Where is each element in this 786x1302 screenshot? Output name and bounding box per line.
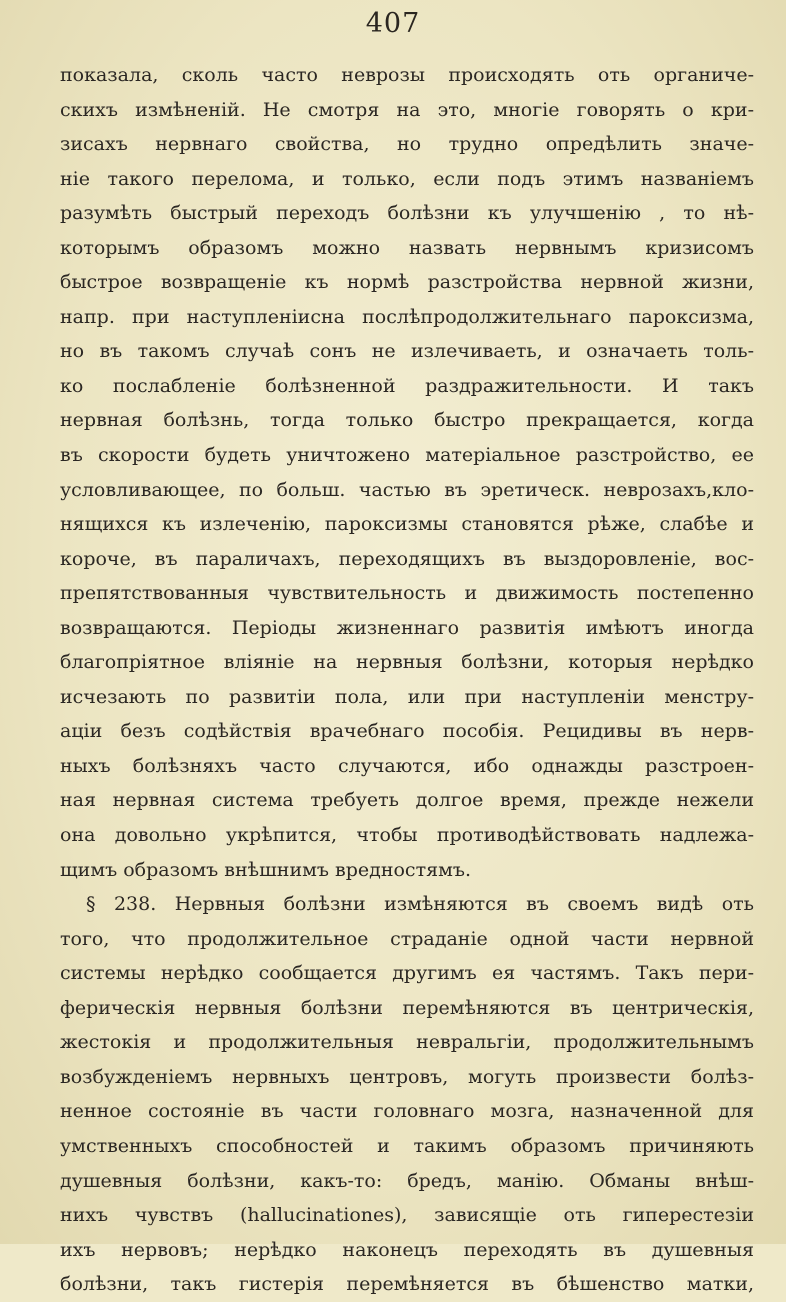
- text-line: возбужденіемъ нервныхъ центровъ, могуть произвести болѣз-: [60, 1065, 754, 1088]
- text-line: исчезають по развитіи пола, или при наступленіи менстру-: [60, 685, 754, 708]
- text-line: ихъ нервовъ; нерѣдко наконецъ переходять въ душевныя: [60, 1238, 754, 1261]
- text-line: системы нерѣдко сообщается другимъ ея частямъ. Такъ пери-: [60, 962, 754, 985]
- text-line: которымъ образомъ можно назвать нервнымъ кризисомъ: [60, 236, 754, 259]
- text-line: жестокія и продолжительныя невральгіи, продолжительнымъ: [60, 1031, 754, 1054]
- text-line: въ скорости будеть уничтожено матеріальное разстройство, ее: [60, 444, 754, 467]
- text-line: болѣзни, такъ гистерія перемѣняется въ бѣшенство матки,: [60, 1273, 754, 1296]
- text-line: аціи безъ содѣйствія врачебнаго пособія. Рецидивы въ нерв-: [60, 720, 754, 743]
- text-line: препятствованныя чувствительность и движимость постепенно: [60, 582, 754, 605]
- text-line: ненное состояніе въ части головнаго мозга, назначенной для: [60, 1100, 754, 1123]
- text-line: ніе такого перелома, и только, если подъ этимъ названіемъ: [60, 167, 754, 190]
- page-number: 407: [365, 8, 421, 39]
- text-line: нервная болѣзнь, тогда только быстро прекращается, когда: [60, 409, 754, 432]
- text-line: ная нервная система требуеть долгое время, прежде нежели: [60, 789, 754, 812]
- body-text: [60, 58, 754, 1302]
- text-line: щимъ образомъ внѣшнимъ вредностямъ.: [60, 858, 471, 881]
- text-line: ныхъ болѣзняхъ часто случаются, ибо однажды разстроен-: [60, 754, 754, 777]
- text-line: зисахъ нервнаго свойства, но трудно опредѣлить значе-: [60, 133, 754, 156]
- text-line: душевныя болѣзни, какъ-то: бредъ, манію. Обманы внѣш-: [60, 1169, 754, 1192]
- text-line: того, что продолжительное страданіе одной части нервной: [60, 927, 754, 950]
- text-line: разумѣть быстрый переходъ болѣзни къ улучшенію , то нѣ-: [60, 202, 754, 225]
- text-line: скихъ измѣненій. Не смотря на это, многіе говорять о кри-: [60, 98, 754, 121]
- text-line: короче, въ параличахъ, переходящихъ въ выздоровленіе, вос-: [60, 547, 754, 570]
- text-line: нихъ чувствъ (hallucinationes), зависящіе оть гиперестезіи: [60, 1204, 754, 1227]
- text-line: ко послабленіе болѣзненной раздражительности. И такъ: [60, 374, 754, 397]
- text-line: напр. при наступленіисна послѣпродолжительнаго пароксизма,: [60, 305, 754, 328]
- text-line: условливающее, по больш. частью въ эретическ. неврозахъ,кло-: [60, 478, 754, 501]
- text-line: возвращаются. Періоды жизненнаго развитія имѣютъ иногда: [60, 616, 754, 639]
- text-line: но въ такомъ случаѣ сонъ не излечиваеть, и означаеть толь-: [60, 340, 754, 363]
- text-line: благопріятное вліяніе на нервныя болѣзни, которыя нерѣдко: [60, 651, 754, 674]
- text-line: показала, сколь часто неврозы происходять оть органиче-: [60, 64, 754, 86]
- text-line: умственныхъ способностей и такимъ образомъ причиняють: [60, 1134, 754, 1157]
- text-line: быстрое возвращеніе къ нормѣ разстройства нервной жизни,: [60, 271, 754, 294]
- text-line: нящихся къ излеченію, пароксизмы становятся рѣже, слабѣе и: [60, 513, 754, 536]
- text-line: § 238. Нервныя болѣзни измѣняются въ своемъ видѣ оть: [86, 893, 754, 916]
- text-line: она довольно укрѣпится, чтобы противодѣйствовать надлежа-: [60, 824, 754, 847]
- text-line: ферическія нервныя болѣзни перемѣняются въ центрическія,: [60, 996, 754, 1019]
